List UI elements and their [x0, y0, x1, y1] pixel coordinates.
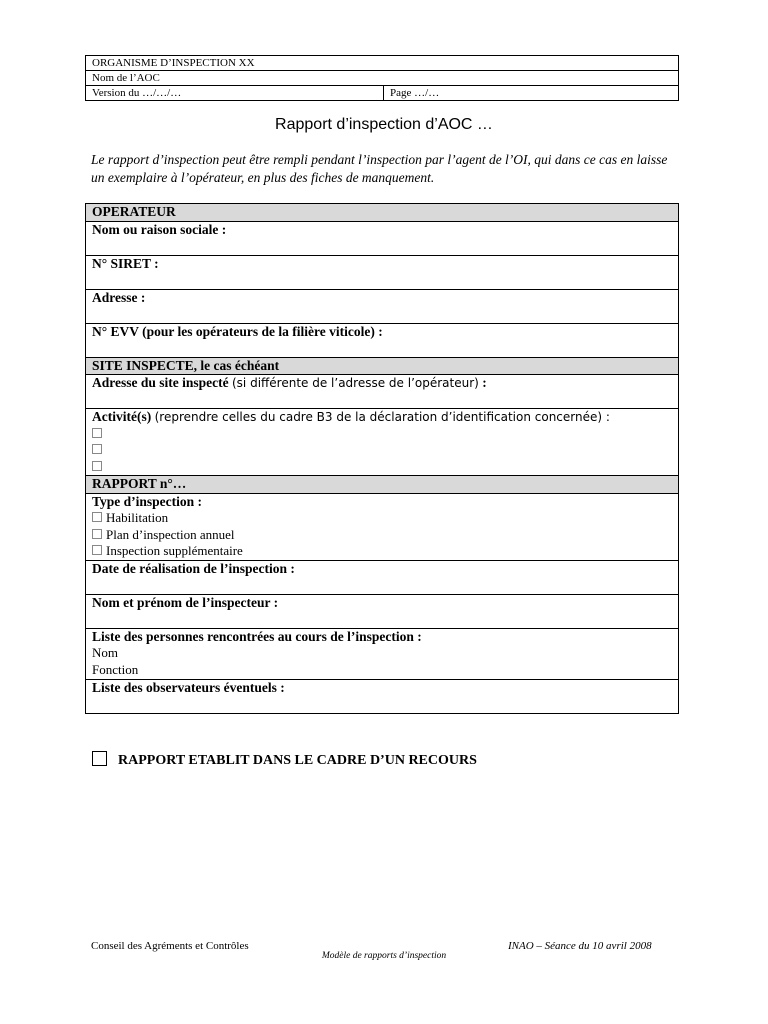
- recours-label: RAPPORT ETABLIT DANS LE CADRE D’UN RECOURS: [118, 753, 477, 768]
- footer-right: INAO – Séance du 10 avril 2008: [508, 940, 652, 952]
- recours-checkbox[interactable]: [92, 751, 107, 766]
- checkbox-activite-1[interactable]: [92, 428, 102, 438]
- document-header: [85, 55, 679, 101]
- option-inspection-supplementaire[interactable]: Inspection supplémentaire: [92, 543, 672, 560]
- field-adresse[interactable]: Adresse :: [86, 289, 679, 323]
- field-personnes-rencontrees[interactable]: Liste des personnes rencontrées au cours de l’inspection : Nom Fonction: [86, 628, 679, 679]
- version-date: Version du …/…/…: [86, 86, 384, 101]
- checkbox-icon[interactable]: [92, 545, 102, 555]
- intro-text: Le rapport d’inspection peut être rempli pendant l’inspection par l’agent de l’OI, qui dans ce cas en laisse un exemplaire à l’opérateur, en plus des fiches de manquement.: [91, 152, 668, 185]
- checkbox-activite-3[interactable]: [92, 461, 102, 471]
- field-date-realisation[interactable]: Date de réalisation de l’inspection :: [86, 560, 679, 594]
- aoc-name: Nom de l’AOC: [86, 71, 679, 86]
- section-site-inspecte: SITE INSPECTE, le cas échéant: [86, 357, 679, 375]
- footer-left: Conseil des Agréments et Contrôles: [91, 940, 249, 952]
- field-adresse-site[interactable]: Adresse du site inspecté (si différente de l’adresse de l’opérateur) :: [86, 375, 679, 409]
- recours-option[interactable]: [92, 751, 477, 769]
- option-habilitation[interactable]: Habilitation: [92, 510, 672, 527]
- option-plan-annuel[interactable]: Plan d’inspection annuel: [92, 527, 672, 544]
- personne-nom: Nom: [92, 645, 118, 660]
- inspection-form: [85, 203, 679, 714]
- footer-center: Modèle de rapports d’inspection: [321, 951, 447, 961]
- checkbox-activite-2[interactable]: [92, 444, 102, 454]
- section-operateur: OPERATEUR: [86, 204, 679, 222]
- checkbox-icon[interactable]: [92, 529, 102, 539]
- section-rapport: RAPPORT n°…: [86, 476, 679, 494]
- field-siret[interactable]: N° SIRET :: [86, 255, 679, 289]
- field-activites[interactable]: Activité(s) (reprendre celles du cadre B3 de la déclaration d’identification concernée) :: [86, 409, 679, 476]
- checkbox-icon[interactable]: [92, 512, 102, 522]
- organism-name: ORGANISME D’INSPECTION XX: [86, 56, 679, 71]
- field-nom-inspecteur[interactable]: Nom et prénom de l’inspecteur :: [86, 594, 679, 628]
- page-number: Page …/…: [384, 86, 679, 101]
- field-observateurs[interactable]: Liste des observateurs éventuels :: [86, 679, 679, 713]
- field-evv[interactable]: N° EVV (pour les opérateurs de la filière viticole) :: [86, 323, 679, 357]
- personne-fonction: Fonction: [92, 661, 139, 677]
- field-type-inspection: Type d’inspection : Habilitation Plan d’inspection annuel Inspection supplémentaire: [86, 493, 679, 560]
- page-title: Rapport d’inspection d’AOC …: [275, 116, 493, 133]
- field-nom-raison-sociale[interactable]: Nom ou raison sociale :: [86, 221, 679, 255]
